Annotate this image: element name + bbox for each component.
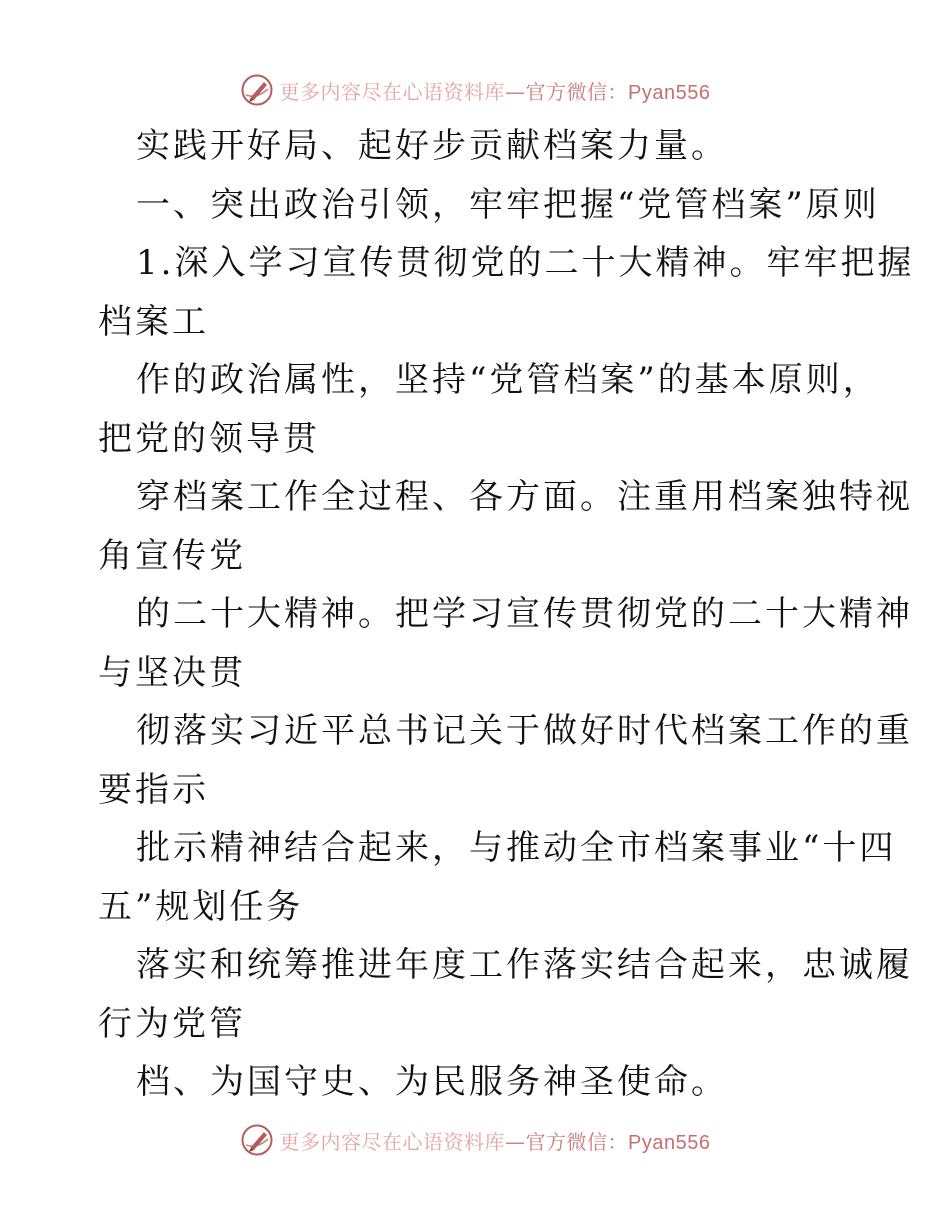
- body-line: 落实和统筹推进年度工作落实结合起来，忠诚履: [136, 945, 913, 985]
- banner-text: [280, 1126, 711, 1155]
- banner-contact-label: 官方微信：: [525, 1129, 629, 1154]
- body-line: 五”规划任务: [98, 886, 304, 927]
- body-line: 实践开好局、起好步贡献档案力量。: [136, 126, 728, 166]
- section-heading: 一、突出政治引领，牢牢把握“党管档案”原则: [136, 184, 880, 225]
- pen-in-circle-logo-icon: [240, 1123, 274, 1157]
- body-line: 档、为国守史、为民服务神圣使命。: [136, 1062, 728, 1102]
- banner-contact-label: 官方微信：: [525, 79, 629, 104]
- banner-main-text: 更多内容尽在心语资料库: [279, 1129, 506, 1154]
- pen-in-circle-logo-icon: [240, 73, 274, 107]
- footer-banner: [0, 1118, 950, 1162]
- header-banner: [0, 68, 950, 112]
- body-line: 档案工: [98, 301, 209, 342]
- banner-contact-id: Pyan556: [628, 1131, 711, 1154]
- body-line: 的二十大精神。把学习宣传贯彻党的二十大精神: [136, 594, 913, 634]
- document-body: [98, 117, 915, 1112]
- body-line: 彻落实习近平总书记关于做好时代档案工作的重: [136, 711, 913, 751]
- body-line: 行为党管: [98, 1003, 246, 1044]
- banner-main-text: 更多内容尽在心语资料库: [279, 79, 506, 104]
- body-line: 1.深入学习宣传贯彻党的二十大精神。牢牢把握: [136, 243, 915, 283]
- body-line: 与坚决贯: [98, 652, 246, 693]
- banner-text: [280, 76, 711, 105]
- body-line: 角宣传党: [98, 535, 246, 576]
- body-line: 穿档案工作全过程、各方面。注重用档案独特视: [136, 477, 913, 517]
- body-line: 作的政治属性，坚持“党管档案”的基本原则，: [136, 360, 880, 400]
- banner-contact-id: Pyan556: [628, 81, 711, 104]
- banner-separator: —: [505, 79, 526, 104]
- body-line: 把党的领导贯: [98, 418, 320, 459]
- body-line: 要指示: [98, 769, 209, 810]
- body-line: 批示精神结合起来，与推动全市档案事业“十四: [136, 828, 897, 868]
- banner-separator: —: [505, 1129, 526, 1154]
